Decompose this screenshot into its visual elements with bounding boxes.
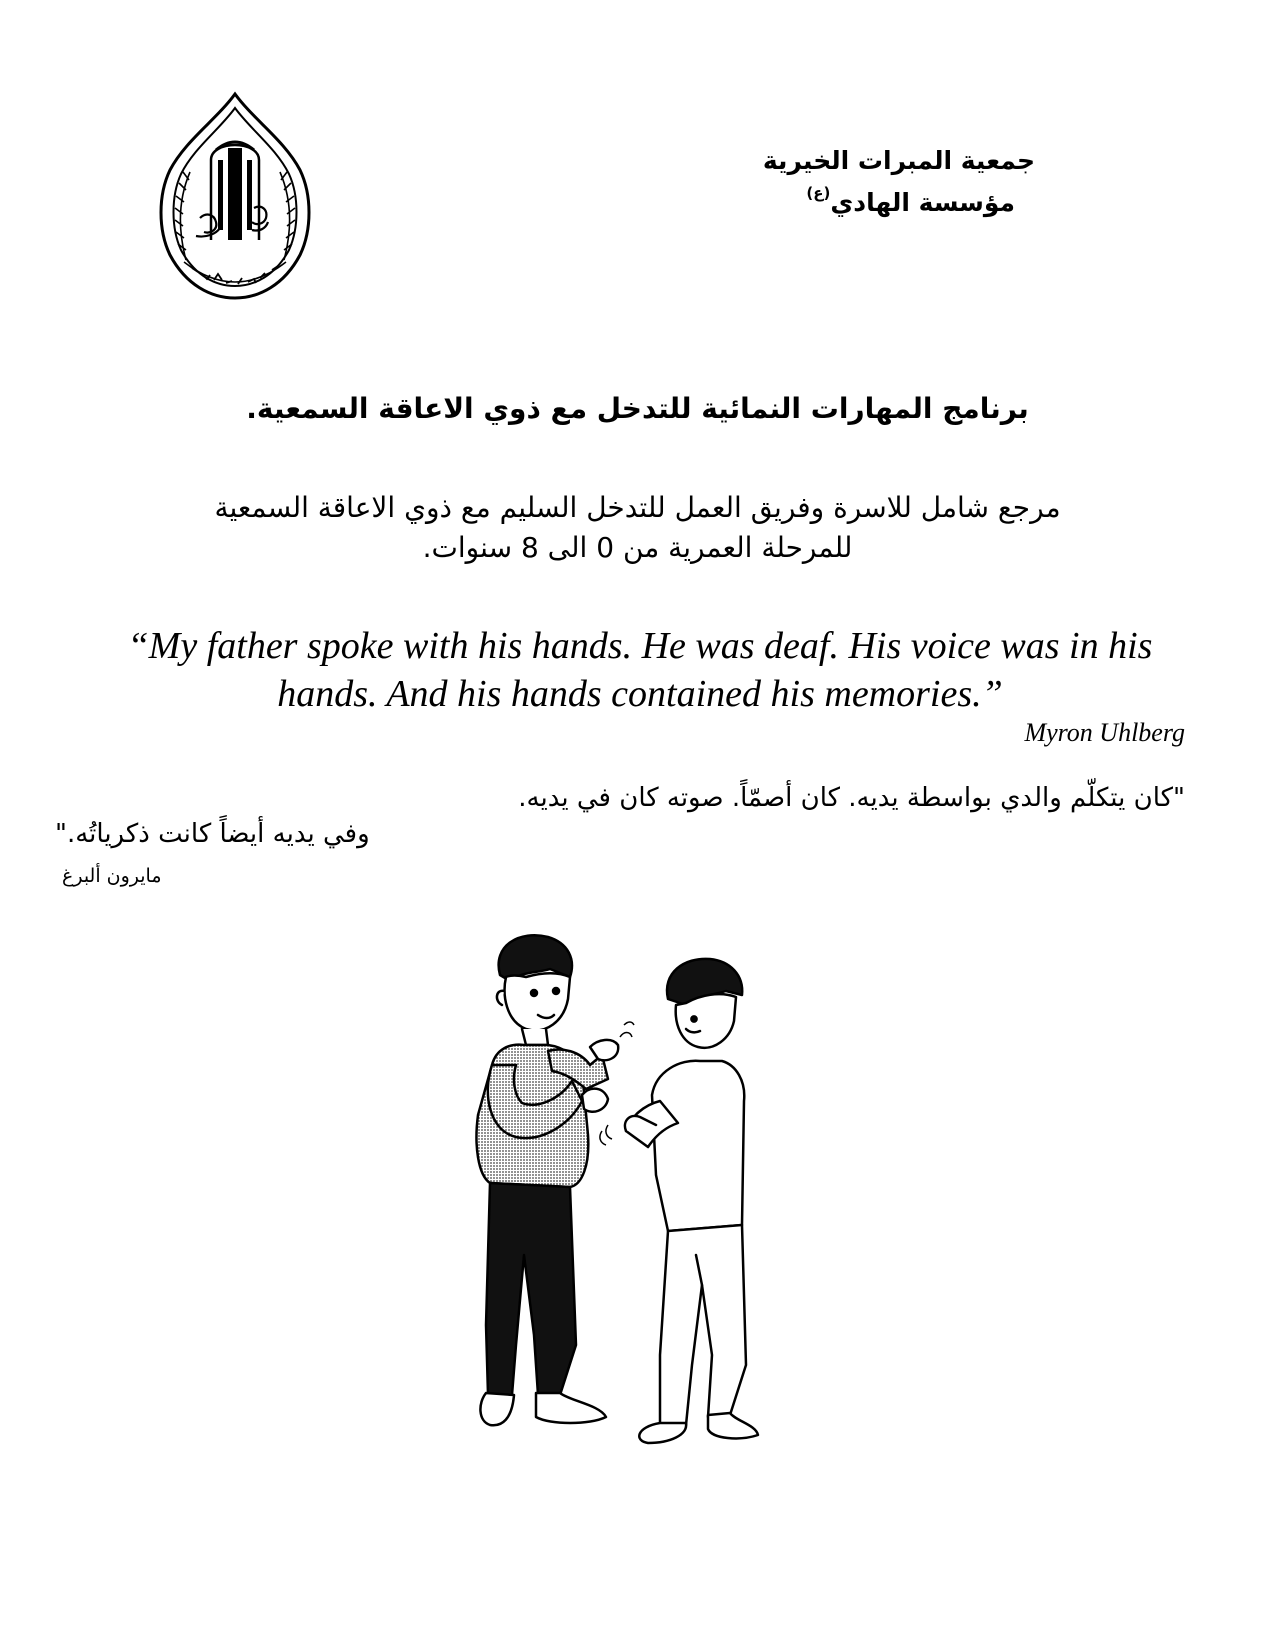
english-quote [60,622,1220,718]
subtitle-line-1: مرجع شامل للاسرة وفريق العمل للتدخل السليم مع ذوي الاعاقة السمعية [214,491,1061,524]
english-quote-line-1: “My father spoke with his hands. He was deaf. His voice was in his [127,625,1153,667]
arabic-quote-author: مايرون ألبرغ [62,865,162,887]
subtitle-line-2: للمرحلة العمرية من 0 الى 8 سنوات. [422,531,853,564]
left-boy [477,935,619,1425]
page-title: برنامج المهارات النمائية للتدخل مع ذوي الاعاقة السمعية. [246,392,1029,425]
english-quote-author: Myron Uhlberg [1024,718,1185,747]
right-boy [625,959,758,1443]
organization-logo [156,90,314,302]
page-subtitle [0,488,1275,568]
sign-language-illustration [430,925,770,1455]
arabic-quote [55,780,1185,852]
arabic-quote-line-2: وفي يديه أيضاً كانت ذكرياتُه." [55,819,370,849]
organization-subtitle-text: مؤسسة الهادي [830,188,1015,217]
english-quote-line-2: hands. And his hands contained his memories.” [277,673,1003,715]
organization-subtitle [806,184,1015,217]
arabic-quote-line-1: "كان يتكلّم والدي بواسطة يديه. كان أصمّاً. صوته كان في يديه. [518,783,1185,813]
organization-name: جمعية المبرات الخيرية [762,146,1035,175]
organization-subtitle-superscript: (ع) [806,184,831,202]
